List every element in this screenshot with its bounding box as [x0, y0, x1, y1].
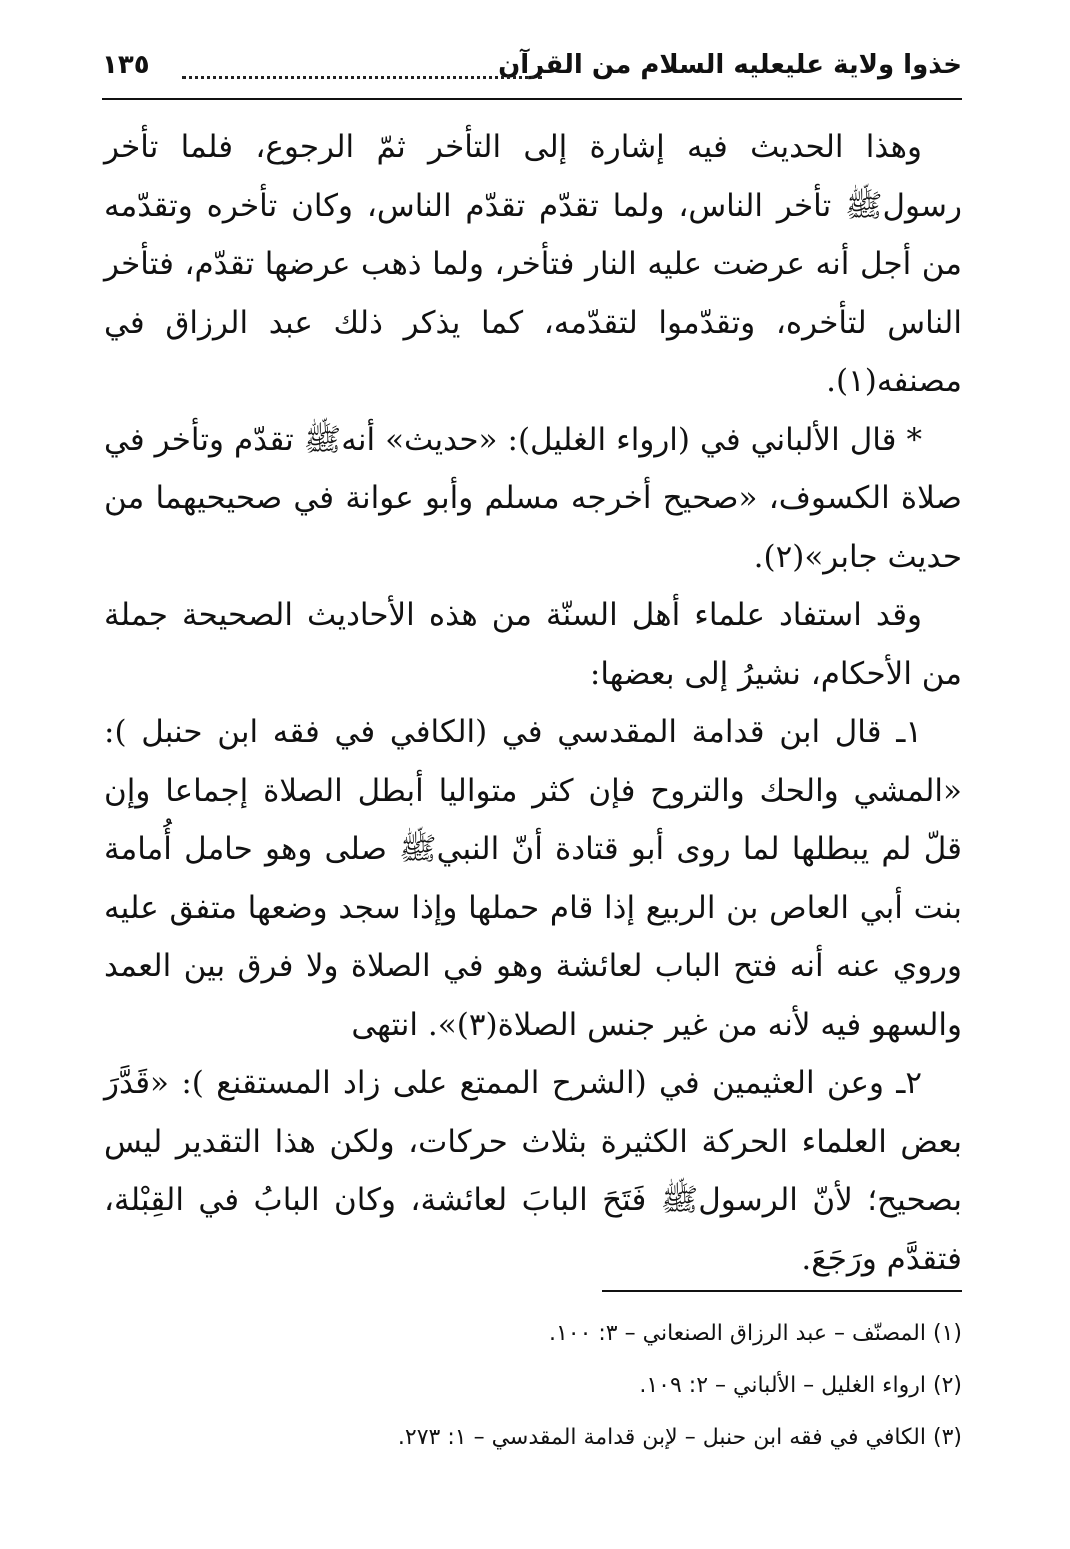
footnotes	[104, 1290, 962, 1470]
footnote-rule	[602, 1290, 962, 1292]
footnote: (٣) الكافي في فقه ابن حنبل – لإبن قدامة المقدسي – ١: ٢٧٣.	[397, 1425, 962, 1450]
footnote: (١) المصنّف – عبد الرزاق الصنعاني – ٣: ١٠٠.	[548, 1321, 962, 1346]
footnote: (٢) ارواء الغليل – الألباني – ٢: ١٠٩.	[639, 1373, 962, 1398]
main-text	[104, 118, 962, 1288]
paragraph: وهذا الحديث فيه إشارة إلى التأخر ثمّ الرجوع، فلما تأخر رسولﷺ تأخر الناس، ولما تقدّم تقدّم الناس، وكان تأخره وتقدّمه من أجل أنه عرضت عليه النار فتأخر، ولما ذهب عرضها تقدّم، فتأخر الناس لتأخره، وتقدّموا لتقدّمه، كما يذكر ذلك عبد الرزاق في مصنفه(١).	[104, 129, 962, 399]
page-number: ١٣٥	[102, 50, 150, 80]
paragraph: ١ـ قال ابن قدامة المقدسي في (الكافي في فقه ابن حنبل ): «المشي والحك والتروح فإن كثر متواليا أبطل الصلاة إجماعا وإن قلّ لم يبطلها لما روى أبو قتادة أنّ النبيﷺ صلى وهو حامل أُمامة بنت أبي العاص بن الربيع إذا قام حملها وإذا سجد وضعها متفق عليه وروي عنه أنه فتح الباب لعائشة وهو في الصلاة ولا فرق بين العمد والسهو فيه لأنه من غير جنس الصلاة(٣)». انتهى	[104, 714, 962, 1043]
header-title: خذوا ولاية عليعليه السلام من القرآن	[498, 50, 962, 80]
header-rule	[102, 98, 962, 100]
paragraph: وقد استفاد علماء أهل السنّة من هذه الأحاديث الصحيحة جملة من الأحكام، نشيرُ إلى بعضها:	[104, 597, 962, 692]
header-dot-leader	[182, 76, 542, 79]
running-header	[102, 40, 962, 100]
paragraph: * قال الألباني في (ارواء الغليل): «حديث» أنهﷺ تقدّم وتأخر في صلاة الكسوف، «صحيح أخرجه مسلم وأبو عوانة في صحيحيهما من حديث جابر»(٢).	[104, 421, 962, 575]
paragraph: ٢ـ وعن العثيمين في (الشرح الممتع على زاد المستقنع ): «قَدَّرَ بعض العلماء الحركة الكثيرة بثلاث حركات، ولكن هذا التقدير ليس بصحيح؛ لأنّ الرسولﷺ فَتَحَ البابَ لعائشة، وكان البابُ في القِبْلة، فتقدَّم ورَجَعَ.	[104, 1065, 962, 1277]
